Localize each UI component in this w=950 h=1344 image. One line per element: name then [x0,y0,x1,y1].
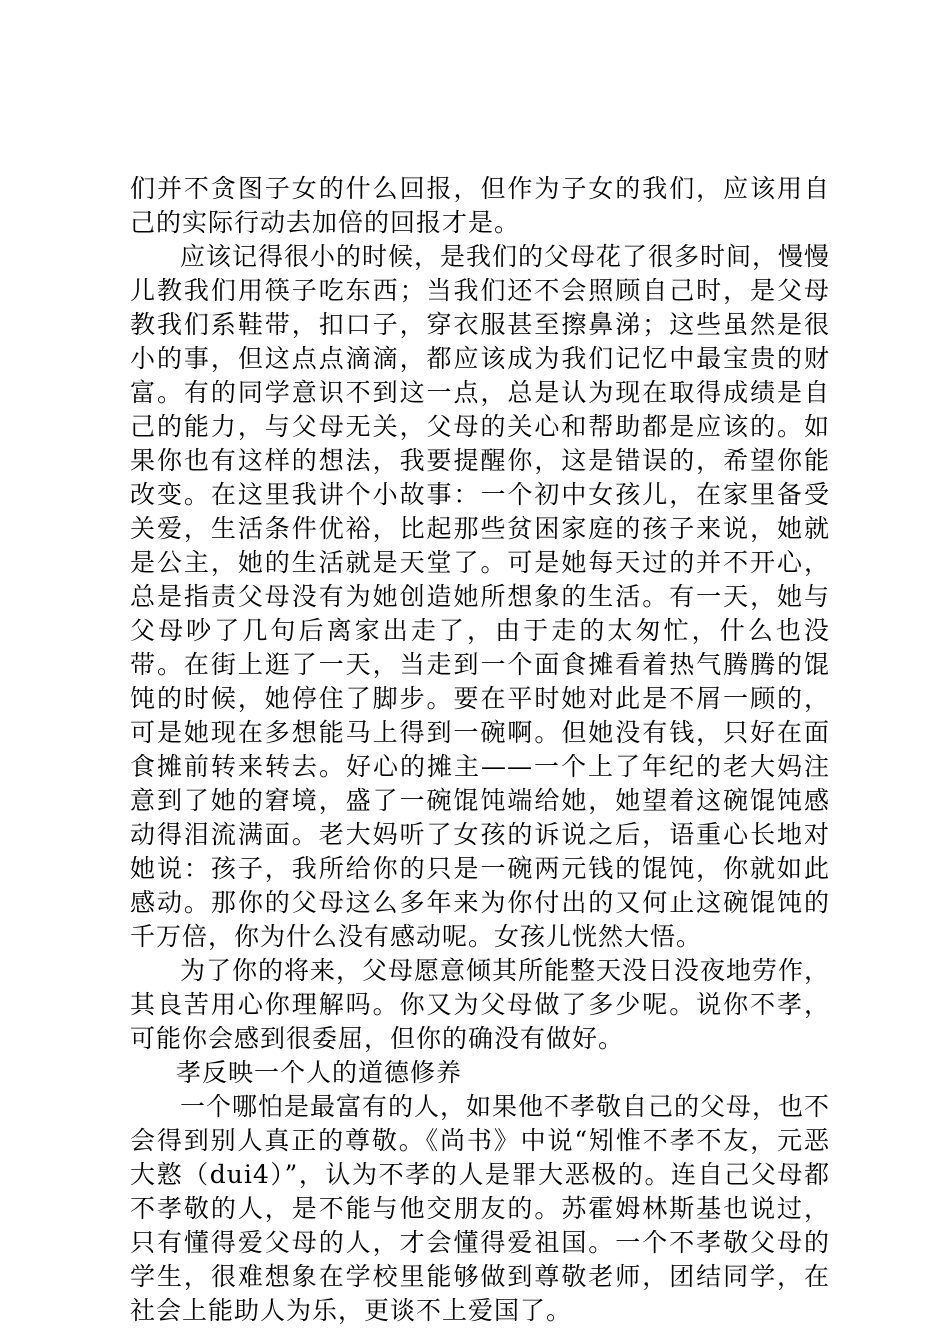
paragraph-childhood-story: 应该记得很小的时候，是我们的父母花了很多时间，慢慢儿教我们用筷子吃东西；当我们还不会照顾自己时，是父母教我们系鞋带，扣口子，穿衣服甚至擦鼻涕；这些虽然是很小的事，但这点点滴滴，都应该成为我们记忆中最宝贵的财富。有的同学意识不到这一点，总是认为现在取得成绩是自己的能力，与父母无关，父母的关心和帮助都是应该的。如果你也有这样的想法，我要提醒你，这是错误的，希望你能改变。在这里我讲个小故事：一个初中女孩儿，在家里备受关爱，生活条件优裕，比起那些贫困家庭的孩子来说，她就是公主，她的生活就是天堂了。可是她每天过的并不开心，总是指责父母没有为她创造她所想象的生活。有一天，她与父母吵了几句后离家出走了，由于走的太匆忙，什么也没带。在街上逛了一天，当走到一个面食摊看着热气腾腾的馄饨的时候，她停住了脚步。要在平时她对此是不屑一顾的，可是她现在多想能马上得到一碗啊。但她没有钱，只好在面食摊前转来转去。好心的摊主——一个上了年纪的老大妈注意到了她的窘境，盛了一碗馄饨端给她，她望着这碗馄饨感动得泪流满面。老大妈听了女孩的诉说之后，语重心长地对她说：孩子，我所给你的只是一碗两元钱的馄饨，你就如此感动。那你的父母这么多年来为你付出的又何止这碗馄饨的千万倍，你为什么没有感动呢。女孩儿恍然大悟。 [130,242,831,951]
section-heading: 孝反映一个人的道德修养 [176,1058,463,1087]
paragraph-parents-effort: 为了你的将来，父母愿意倾其所能整天没日没夜地劳作，其良苦用心你理解吗。你又为父母做了多少呢。说你不孝，可能你会感到很委屈，但你的确没有做好。 [130,956,831,1053]
paragraph-morality: 一个哪怕是最富有的人，如果他不孝敬自己的父母，也不会得到别人真正的尊敬。《尚书》中说“矧惟不孝不友，元恶大憝（dui4）”，认为不孝的人是罪大恶极的。连自己父母都不孝敬的人，是不能与他交朋友的。苏霍姆林斯基也说过，只有懂得爱父母的人，才会懂得爱祖国。一个不孝敬父母的学生，很难想象在学校里能够做到尊敬老师，团结同学，在社会上能助人为乐，更谈不上爱国了。 [130,1092,831,1325]
paragraph-continuation: 们并不贪图子女的什么回报，但作为子女的我们，应该用自己的实际行动去加倍的回报才是。 [130,174,830,237]
document-page [130,172,830,1328]
